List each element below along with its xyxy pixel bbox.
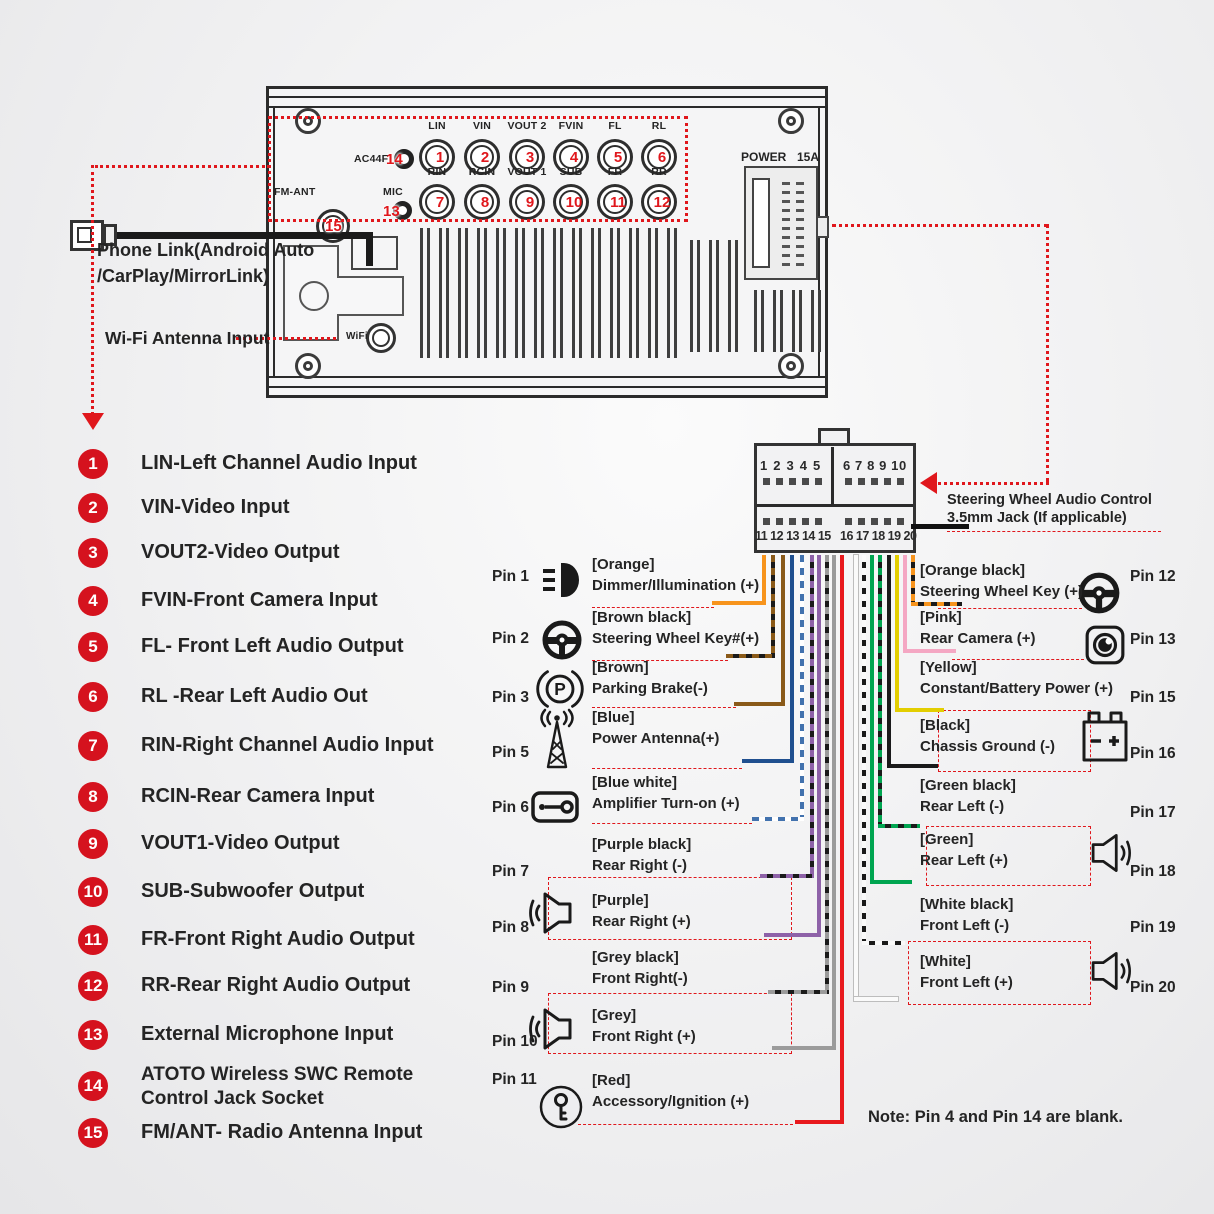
wire-segment-branch — [734, 702, 785, 706]
dashed-underline — [578, 1124, 793, 1125]
pin-number-label: Pin 2 — [492, 630, 530, 647]
legend-item-label: RCIN-Rear Camera Input — [141, 785, 375, 807]
wire-function-label: Steering Wheel Key#(+) — [592, 630, 760, 647]
connector-pin-square — [789, 478, 796, 485]
connector-pin-square — [871, 478, 878, 485]
connector-pin-square — [884, 518, 891, 525]
wire-segment-branch — [862, 941, 905, 945]
pin-number-label: Pin 7 — [492, 863, 530, 880]
dashed-underline — [592, 607, 714, 608]
legend-item-badge: 15 — [78, 1118, 108, 1148]
swc-label-line2: 3.5mm Jack (If applicable) — [947, 510, 1127, 526]
pin-number-label: Pin 3 — [492, 689, 530, 706]
connector-pin-square — [802, 518, 809, 525]
left-leader-arrowhead — [82, 413, 104, 430]
rca-port-number: 6 — [657, 149, 667, 166]
connector-pin-square — [897, 518, 904, 525]
pin-number-label: Pin 18 — [1130, 863, 1176, 880]
screw-bottom-left — [295, 353, 321, 379]
legend-item-label: RIN-Right Channel Audio Input — [141, 734, 434, 756]
connector-pin-square — [776, 518, 783, 525]
right-leader-horizontal-top — [832, 224, 1048, 227]
wire-color-label: [Purple black] — [592, 836, 692, 853]
connector-pin-square — [858, 478, 865, 485]
wire-segment-branch — [764, 933, 821, 937]
wire-function-label: Accessory/Ignition (+) — [592, 1093, 750, 1110]
swc-label-line1: Steering Wheel Audio Control — [947, 492, 1152, 508]
wire-segment-vertical — [832, 555, 836, 1050]
legend-item-label: SUB-Subwoofer Output — [141, 880, 365, 902]
wire-segment-vertical — [781, 555, 785, 706]
screw-bottom-right — [778, 353, 804, 379]
connector-pin-square — [815, 478, 822, 485]
legend-item-label: FL- Front Left Audio Output — [141, 635, 404, 657]
legend-item-badge: 5 — [78, 632, 108, 662]
legend-item-badge: 11 — [78, 925, 108, 955]
pin-number-label: Pin 10 — [492, 1033, 538, 1050]
rca-port-number: 5 — [613, 149, 623, 166]
legend-item-badge: 4 — [78, 586, 108, 616]
wire-color-label: [Grey black] — [592, 949, 679, 966]
steering-wheel-icon — [540, 618, 584, 662]
dimmer-icon — [540, 558, 584, 602]
wire-function-label: Rear Right (-) — [592, 857, 687, 874]
rca-port-number: 9 — [525, 194, 535, 211]
speaker-icon — [1082, 944, 1132, 998]
rca-port-label: RCIN — [468, 166, 496, 178]
rca-port-number: 12 — [653, 194, 671, 211]
pin-number-label: Pin 8 — [492, 919, 530, 936]
wire-segment-vertical — [862, 555, 866, 945]
rca-port-number: 8 — [480, 194, 490, 211]
left-leader-vertical — [91, 165, 94, 415]
wire-segment-branch — [752, 817, 804, 821]
wire-segment-vertical — [810, 555, 814, 878]
panel-bottom-line-1 — [266, 376, 828, 378]
wire-segment-branch — [768, 990, 829, 994]
wifi-antenna-label: Wi-Fi Antenna Input — [105, 328, 270, 348]
heat-sink-vents-right-a — [690, 240, 744, 352]
power-socket-tab — [816, 216, 829, 238]
usb-plug-inner — [77, 227, 92, 243]
antenna-icon — [533, 708, 581, 772]
wire-segment-branch — [760, 874, 814, 878]
connector-pin-square — [858, 518, 865, 525]
connector-pins-16-20: 16 17 18 19 20 — [840, 529, 917, 543]
legend-item-badge: 13 — [78, 1020, 108, 1050]
right-leader-vertical — [1046, 224, 1049, 482]
power-socket-pins-col2 — [796, 182, 804, 266]
legend-item-badge: 8 — [78, 782, 108, 812]
pin-number-label: Pin 17 — [1130, 804, 1176, 821]
svg-text:P: P — [554, 679, 566, 700]
wire-segment-vertical — [762, 555, 766, 605]
wire-segment-branch — [854, 997, 898, 1001]
legend-item-badge: 2 — [78, 493, 108, 523]
wire-segment-vertical — [895, 555, 899, 712]
rear-camera-icon — [1084, 624, 1126, 666]
rca-port-label: RIN — [427, 166, 447, 178]
connector-pins-11-15: 11 12 13 14 15 — [755, 529, 831, 543]
rca-port-label: FR — [607, 166, 623, 178]
wire-color-label: [White black] — [920, 896, 1014, 913]
wire-segment-vertical — [771, 555, 775, 658]
wire-color-label: [Black] — [920, 717, 971, 734]
rca-port-number: 1 — [435, 149, 445, 166]
wire-segment-branch — [903, 649, 956, 653]
legend-item-label: VOUT2-Video Output — [141, 541, 340, 563]
connector-mid-divider — [757, 504, 913, 507]
wire-function-label: Constant/Battery Power (+) — [920, 680, 1113, 697]
rca-port-label: VIN — [472, 120, 492, 132]
wire-function-label: Dimmer/Illumination (+) — [592, 577, 760, 594]
legend-item-label: External Microphone Input — [141, 1023, 394, 1045]
wire-segment-vertical — [911, 555, 915, 606]
port-14-badge: 14 — [386, 151, 403, 168]
amplifier-icon — [531, 790, 579, 824]
phone-link-label-line1: Phone Link(Android Auto — [97, 240, 315, 260]
connector-pin-square — [897, 478, 904, 485]
connector-pin-square — [815, 518, 822, 525]
wire-function-label: Amplifier Turn-on (+) — [592, 795, 740, 812]
battery-icon — [1082, 710, 1128, 764]
pin-number-label: Pin 16 — [1130, 745, 1176, 762]
wire-segment-vertical — [817, 555, 821, 937]
connector-pins-6-10: 6 7 8 9 10 — [843, 458, 907, 473]
wire-color-label: [Purple] — [592, 892, 649, 909]
connector-pin-square — [802, 478, 809, 485]
pin-number-label: Pin 12 — [1130, 568, 1176, 585]
legend-item-label: VIN-Video Input — [141, 496, 290, 518]
pin-number-label: Pin 9 — [492, 979, 530, 996]
heat-sink-vents-right-b — [754, 290, 822, 352]
wire-function-label: Front Left (-) — [920, 917, 1010, 934]
wire-function-label: Front Left (+) — [920, 974, 1013, 991]
legend-item-label: FVIN-Front Camera Input — [141, 589, 378, 611]
panel-top-line-2 — [266, 106, 828, 108]
dashed-group-box — [908, 941, 1091, 1005]
wire-color-label: [Brown black] — [592, 609, 692, 626]
ac44f-label: AC44F — [354, 153, 389, 165]
rca-port-number: 10 — [565, 194, 583, 211]
wire-color-label: [Grey] — [592, 1007, 637, 1024]
wire-function-label: Rear Left (-) — [920, 798, 1005, 815]
legend-item-badge: 9 — [78, 829, 108, 859]
connector-pin-square — [789, 518, 796, 525]
wifi-label: WiFi — [346, 331, 368, 342]
wire-color-label: [White] — [920, 953, 971, 970]
parking-brake-icon — [535, 666, 585, 712]
legend-item-label: FM/ANT- Radio Antenna Input — [141, 1121, 423, 1143]
wire-function-label: Steering Wheel Key (+) — [920, 583, 1083, 600]
rca-port-number: 3 — [525, 149, 535, 166]
right-leader-arrowhead — [920, 472, 937, 494]
wire-color-label: [Orange black] — [920, 562, 1026, 579]
power-socket-slot — [752, 178, 770, 268]
pin-number-label: Pin 19 — [1130, 919, 1176, 936]
wire-function-label: Chassis Ground (-) — [920, 738, 1056, 755]
rca-port-label: FVIN — [558, 120, 584, 132]
connector-center-divider — [831, 447, 834, 507]
pin-number-label: Pin 20 — [1130, 979, 1176, 996]
fm-ant-label: FM-ANT — [274, 186, 316, 198]
rca-port-number: 4 — [569, 149, 579, 166]
wire-function-label: Front Right (+) — [592, 1028, 696, 1045]
connector-pin-square — [845, 478, 852, 485]
wire-segment-branch — [887, 764, 938, 768]
legend-item-badge: 7 — [78, 731, 108, 761]
dashed-underline — [592, 707, 736, 708]
wire-segment-vertical — [887, 555, 891, 768]
wire-function-label: Rear Camera (+) — [920, 630, 1036, 647]
mic-label: MIC — [383, 186, 403, 198]
legend-item-label: RR-Rear Right Audio Output — [141, 974, 411, 996]
wire-color-label: [Blue white] — [592, 774, 677, 791]
connector-pin-square — [763, 478, 770, 485]
dashed-group-box — [548, 877, 792, 940]
blank-pins-note: Note: Pin 4 and Pin 14 are blank. — [868, 1108, 1123, 1126]
wire-function-label: Parking Brake(-) — [592, 680, 708, 697]
connector-pin-square — [776, 478, 783, 485]
rca-port-label: SUB — [559, 166, 583, 178]
ignition-key-icon — [538, 1084, 584, 1130]
screw-top-right — [778, 108, 804, 134]
wire-color-label: [Pink] — [920, 609, 962, 626]
wire-segment-vertical — [840, 555, 844, 1124]
legend-item-badge: 1 — [78, 449, 108, 479]
rca-port-label: RR — [651, 166, 667, 178]
legend-item-badge: 3 — [78, 538, 108, 568]
legend-item-label: FR-Front Right Audio Output — [141, 928, 415, 950]
rca-port-label: RL — [651, 120, 667, 132]
rca-port-number: 2 — [480, 149, 490, 166]
wire-color-label: [Yellow] — [920, 659, 977, 676]
wire-segment-vertical — [870, 555, 874, 884]
rca-port-label: VOUT 2 — [507, 120, 547, 132]
legend-item-label: ATOTO Wireless SWC Remote — [141, 1064, 414, 1085]
legend-item-badge: 10 — [78, 877, 108, 907]
wire-segment-branch — [911, 602, 962, 606]
rca-port-number: 7 — [435, 194, 445, 211]
fuse-rating-label: 15A — [797, 150, 820, 164]
rca-port-label: FL — [608, 120, 622, 132]
wire-segment-vertical — [790, 555, 794, 763]
wire-segment-branch — [878, 824, 920, 828]
panel-top-line-1 — [266, 96, 828, 98]
wire-function-label: Rear Left (+) — [920, 852, 1008, 869]
wire-color-label: [Brown] — [592, 659, 649, 676]
wire-segment-branch — [895, 708, 944, 712]
wire-segment-branch — [726, 654, 775, 658]
legend-item-label: LIN-Left Channel Audio Input — [141, 452, 417, 474]
legend-item-label: Control Jack Socket — [141, 1088, 324, 1109]
wire-function-label: Front Right(-) — [592, 970, 688, 987]
connector-pin-square — [763, 518, 770, 525]
speaker-icon — [1082, 826, 1132, 880]
connector-pin-square — [845, 518, 852, 525]
port-15-badge: 15 — [325, 218, 342, 235]
wire-segment-branch — [795, 1120, 844, 1124]
rca-port-label: VOUT 1 — [507, 166, 547, 178]
pin-number-label: Pin 1 — [492, 568, 530, 585]
wire-color-label: [Green black] — [920, 777, 1016, 794]
panel-bottom-line-2 — [266, 386, 828, 388]
pin-number-label: Pin 5 — [492, 744, 530, 761]
wire-segment-vertical — [878, 555, 882, 828]
pin-number-label: Pin 6 — [492, 799, 530, 816]
wire-segment-vertical — [825, 555, 829, 994]
wire-color-label: [Orange] — [592, 556, 655, 573]
dashed-underline — [947, 531, 1161, 532]
wire-color-label: [Red] — [592, 1072, 631, 1089]
wire-segment-vertical — [854, 555, 858, 1001]
pin-number-label: Pin 15 — [1130, 689, 1176, 706]
rca-port-label: LIN — [428, 120, 446, 132]
dashed-underline — [592, 768, 742, 769]
legend-item-badge: 14 — [78, 1071, 108, 1101]
wire-segment-branch — [742, 759, 794, 763]
rca-port-number: 11 — [610, 194, 626, 211]
wire-segment-vertical — [800, 555, 804, 821]
power-label: POWER — [741, 150, 787, 164]
right-leader-horizontal-bottom — [938, 482, 1049, 485]
legend-item-label: VOUT1-Video Output — [141, 832, 340, 854]
pin-number-label: Pin 11 — [492, 1071, 537, 1088]
usb-cable-vertical — [366, 232, 373, 266]
wire-segment-branch — [870, 880, 912, 884]
legend-item-label: RL -Rear Left Audio Out — [141, 685, 368, 707]
pin-number-label: Pin 13 — [1130, 631, 1176, 648]
power-socket-pins-col1 — [782, 182, 790, 266]
speaker-icon — [528, 886, 582, 940]
wire-function-label: Rear Right (+) — [592, 913, 691, 930]
legend-item-badge: 6 — [78, 682, 108, 712]
legend-item-badge: 12 — [78, 971, 108, 1001]
dashed-underline — [592, 823, 752, 824]
connector-pins-1-5: 1 2 3 4 5 — [760, 458, 822, 473]
wire-color-label: [Green] — [920, 831, 974, 848]
wire-segment-vertical — [903, 555, 907, 653]
phone-link-label-line2: /CarPlay/MirrorLink) — [97, 266, 270, 286]
wire-function-label: Power Antenna(+) — [592, 730, 720, 747]
left-leader-horizontal — [95, 165, 270, 168]
wire-segment-branch — [712, 601, 766, 605]
connector-pin-square — [871, 518, 878, 525]
wire-segment-branch — [772, 1046, 836, 1050]
wire-color-label: [Blue] — [592, 709, 635, 726]
port-13-badge: 13 — [383, 203, 400, 220]
connector-pin-square — [884, 478, 891, 485]
heat-sink-vents-main — [420, 228, 682, 358]
